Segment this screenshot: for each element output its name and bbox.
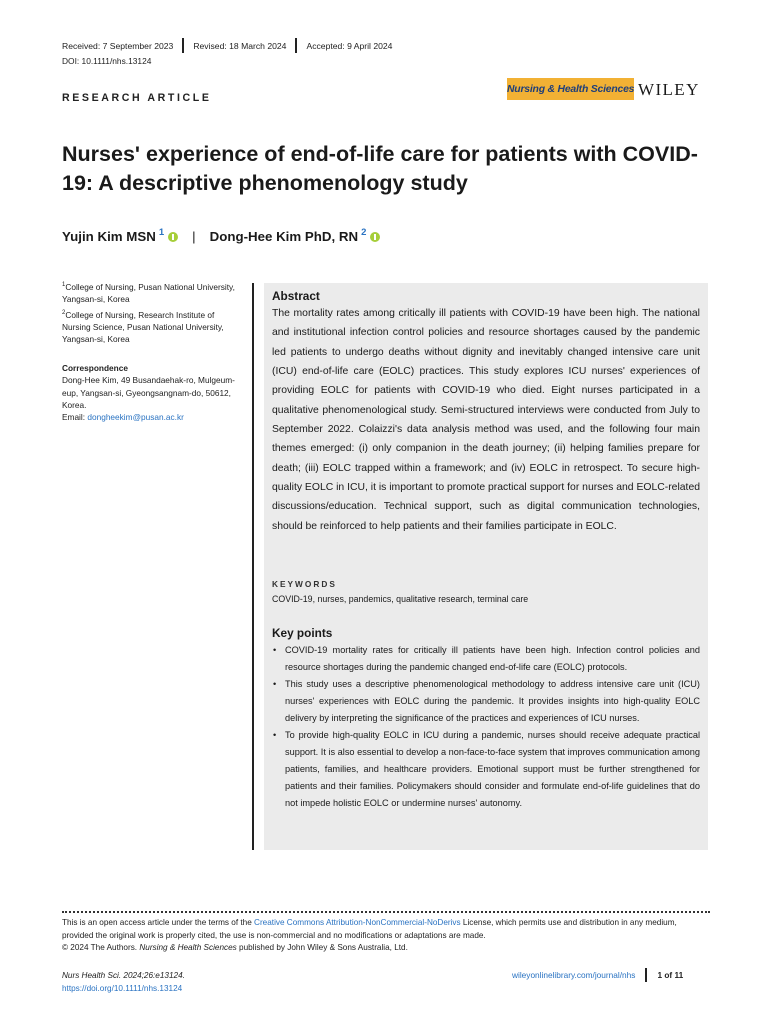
keywords-heading: KEYWORDS [272, 579, 337, 589]
date-separator [295, 38, 297, 53]
orcid-icon[interactable] [370, 232, 380, 242]
publication-dates [62, 38, 392, 53]
author-name[interactable]: Dong-Hee Kim PhD, RN [209, 229, 359, 244]
article-title: Nurses' experience of end-of-life care for patients with COVID-19: A descriptive phenomenology study [62, 142, 698, 195]
received-date: Received: 7 September 2023 [62, 40, 174, 51]
article-type: RESEARCH ARTICLE [62, 92, 212, 104]
journal-logo[interactable] [507, 78, 635, 100]
abstract-heading: Abstract [272, 289, 320, 303]
oa-text: This is an open access article under the terms of the [62, 918, 255, 927]
affiliation-2 [62, 307, 242, 346]
author-affiliation-sup: 2 [361, 227, 367, 238]
accepted-date: Accepted: 9 April 2024 [306, 40, 393, 51]
key-points-heading: Key points [272, 626, 333, 640]
author-affiliation-sup: 1 [158, 227, 165, 238]
copyright-text: published by John Wiley & Sons Australia, Ltd. [236, 943, 408, 953]
footnote-divider [62, 911, 710, 915]
footer-citation-block [62, 969, 185, 995]
orcid-icon[interactable] [168, 232, 178, 242]
doi-link[interactable]: https://doi.org/10.1111/nhs.13124 [62, 984, 183, 993]
column-rule [252, 283, 254, 850]
journal-name-italic: Nursing & Health Sciences [139, 943, 237, 953]
affiliation-text: College of Nursing, Research Institute of Nursing Science, Pusan National University, Yangsan-si, Korea [62, 309, 224, 345]
revised-date: Revised: 18 March 2024 [193, 40, 287, 51]
open-access-note [62, 917, 708, 955]
license-link[interactable]: Creative Commons Attribution-NonCommercial-NoDerivs [254, 918, 461, 927]
doi: DOI: 10.1111/nhs.13124 [62, 56, 152, 66]
email-link[interactable]: dongheekim@pusan.ac.kr [87, 412, 184, 423]
key-points-list [272, 642, 700, 812]
copyright-text: © 2024 The Authors. [62, 943, 140, 953]
affiliation-sup: 2 [62, 310, 66, 316]
publisher-logo[interactable]: WILEY [638, 80, 700, 99]
affiliation-text: College of Nursing, Pusan National University, Yangsan-si, Korea [62, 281, 235, 305]
abstract-text: The mortality rates among critically ill patients with COVID-19 have been high. The national and institutional infection control policies and resource shortages caused by the pandemic led patients to undergo deaths without dignity and inevitably changed intensive care unit (ICU) end-of-life care (EOLC) practices. This study explores ICU nurses' experiences of providing EOLC for patients with COVID-19 who died. Eight nurses participated in a qualitative phenomenological study. Semi-structured interviews were conducted from July to September 2022. Colaizzi's data analysis method was used, and the following four main themes emerged: (i) only companion in the death journey; (ii) helping families prepare for death; (iii) EOLC trapped within a framework; and (iv) EOLC in retrospect. To secure high-quality EOLC in ICU, it is important to promote practical support for nurses and EOLC-related discussions/education. Technical support, such as digital communication technologies, should be reinforced to help patients and their families participate in EOLC. [272, 308, 700, 532]
correspondence-heading: Correspondence [62, 363, 128, 373]
journal-logo-text: Nursing & Health Sciences [507, 78, 634, 100]
correspondence [62, 362, 242, 423]
key-point-item: • To provide high-quality EOLC in ICU during a pandemic, nurses should receive adequate practical support. It is also essential to develop a non-face-to-face system that improves communication among patients, families, and healthcare providers. Emotional support must be further strengthened for patients and their families. Policymakers should consider and formulate end-of-life guidelines that do not impede holistic EOLC or undermine nurses' autonomy. [272, 727, 700, 812]
journal-url-link[interactable]: wileyonlinelibrary.com/journal/nhs [512, 970, 636, 980]
page-number: 1 of 11 [657, 970, 684, 980]
footer-right [512, 968, 683, 982]
citation: Nurs Health Sci. 2024;26:e13124. [62, 971, 185, 980]
keywords-text: COVID-19, nurses, pandemics, qualitative research, terminal care [272, 594, 529, 604]
key-point-item: • This study uses a descriptive phenomenological methodology to address intensive care unit (ICU) nurses' experiences with EOLC during the pandemic. It provides insights into high-quality EOLC delivery by interpreting the significance of the practices and experiences of ICU nurses. [272, 676, 700, 727]
email-label: Email: [62, 412, 88, 423]
author-name[interactable]: Yujin Kim MSN [62, 229, 156, 244]
author-divider: | [192, 229, 196, 244]
key-point-item: • COVID-19 mortality rates for critically ill patients have been high. Infection control policies and resource shortages during the pandemic changed end-of-life care (EOLC) protocols. [272, 642, 700, 676]
oa-text: License, which permits use and distribution in any medium, provided the original work is properly cited, the use is non-commercial and no modifications or adaptations are made. [62, 918, 677, 940]
footer-separator [645, 968, 647, 982]
date-separator [182, 38, 184, 53]
author-list [62, 229, 380, 244]
correspondence-address: Dong-Hee Kim, 49 Busandaehak-ro, Mulgeum-eup, Yangsan-si, Gyeongsangnam-do, 50612, Korea. [62, 375, 235, 410]
correspondence-email-line [62, 411, 242, 423]
affiliation-1 [62, 279, 242, 305]
affiliation-sup: 1 [62, 282, 66, 288]
